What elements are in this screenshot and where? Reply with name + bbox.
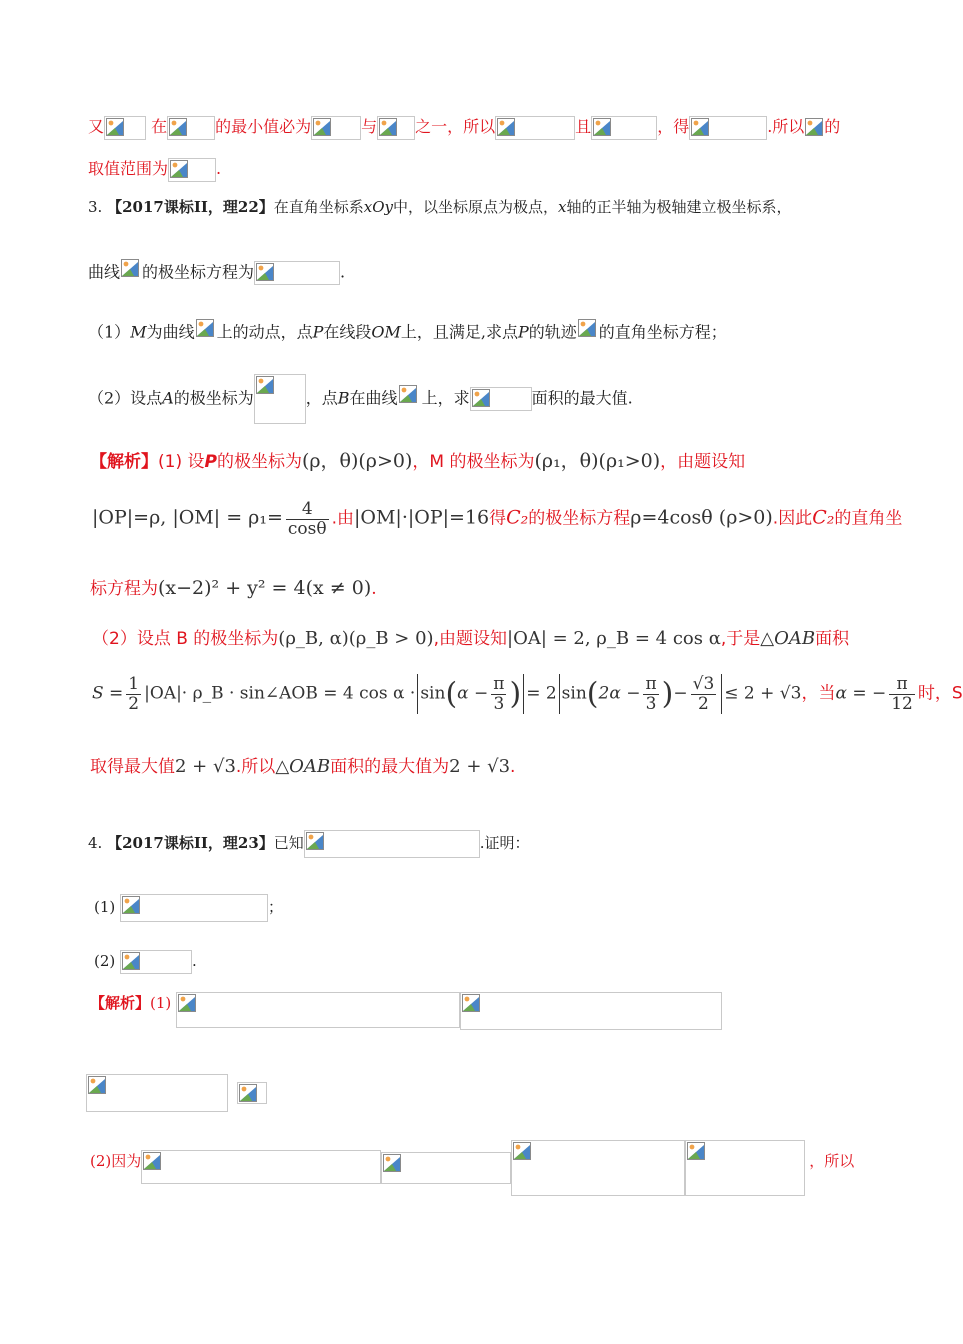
stem-text: 的极坐标为 <box>173 388 254 408</box>
stem-var: OM <box>371 322 401 342</box>
solution-math: |OP|=ρ, |OM| = ρ₁= <box>92 506 283 529</box>
solution-math: |OA| = 2, ρ_B = 4 cos α <box>507 628 721 649</box>
broken-image-icon <box>254 261 340 285</box>
solution-math: (ρ，θ)(ρ>0) <box>301 450 413 472</box>
stem-var: A <box>162 388 174 408</box>
stem-text: . <box>192 952 197 970</box>
broken-image-icon <box>104 116 146 140</box>
broken-image-icon <box>685 1140 805 1196</box>
solution-math: ≤ 2 + √3 <box>724 683 802 704</box>
solution-label: 【解析】 <box>90 994 151 1012</box>
question-number: (1) <box>94 898 116 916</box>
stem-text: 在线段 <box>323 322 372 342</box>
problem-number: 4. <box>88 834 103 852</box>
solution-text: 标方程为 <box>90 579 158 599</box>
solution-4-line-3 <box>90 1140 854 1196</box>
stem-text: .证明： <box>479 834 530 852</box>
fraction <box>889 675 915 713</box>
solution-text: (1) <box>150 994 172 1012</box>
solution-math: C₂ <box>506 506 529 529</box>
stem-text: 面积的最大值. <box>531 388 633 408</box>
broken-image-icon <box>176 992 460 1028</box>
solution-math: 2 + √3 <box>449 756 511 777</box>
stem-var: x <box>558 198 567 216</box>
solution-text: ，所以 <box>809 1152 855 1170</box>
solution-3-line-3 <box>90 574 377 599</box>
intro-text: 取值范围为 <box>88 159 169 178</box>
intro-text: ，得 <box>657 117 690 136</box>
broken-image-icon <box>804 117 824 139</box>
broken-image-icon <box>689 116 767 140</box>
broken-image-icon <box>141 1150 381 1184</box>
solution-3-line-1 <box>90 446 745 473</box>
fraction-denominator: 2 <box>128 693 140 714</box>
solution-text: 得 <box>489 508 507 529</box>
solution-math: (ρ₁，θ)(ρ₁>0) <box>534 450 661 472</box>
stem-text: ； <box>268 898 284 916</box>
intro-text: 又 <box>88 117 105 136</box>
solution-math: α = − <box>835 683 887 704</box>
problem-source: 【2017课标II，理23】 <box>107 834 274 852</box>
fraction <box>491 675 506 713</box>
broken-image-icon <box>577 318 599 348</box>
intro-text: 且 <box>575 117 592 136</box>
intro-text: 在 <box>151 117 168 136</box>
fraction-denominator: 3 <box>493 693 505 714</box>
solution-math: sin <box>420 683 446 704</box>
solution-label: 【解析】 <box>90 452 158 472</box>
solution-4-line-1 <box>90 992 722 1030</box>
solution-text: 的直角坐 <box>834 508 903 529</box>
solution-text: 取得最大值 <box>90 757 175 777</box>
stem-var: xOy <box>363 198 393 216</box>
solution-math: sin <box>561 683 587 704</box>
solution-text: . <box>371 579 377 599</box>
stem-var: P <box>517 322 529 342</box>
problem-4-q2 <box>94 950 197 974</box>
solution-text: （2）设点 B 的极坐标为 <box>92 629 279 649</box>
fraction-numerator: 1 <box>128 673 140 694</box>
intro-text: .所以 <box>767 117 805 136</box>
broken-image-icon <box>377 116 415 140</box>
stem-text: 上，求 <box>421 388 470 408</box>
stem-text: 曲线 <box>88 262 121 282</box>
solution-text: .由 <box>331 508 354 529</box>
stem-text: 在直角坐标系 <box>273 198 364 216</box>
solution-text: ，由题设知 <box>660 452 746 472</box>
solution-math: α − <box>457 683 489 704</box>
fraction-numerator: π <box>889 675 915 695</box>
broken-image-icon <box>495 116 575 140</box>
broken-image-icon <box>120 258 142 288</box>
solution-text: ，当 <box>801 683 836 704</box>
problem-3-q1 <box>88 318 727 348</box>
solution-math: (ρ_B, α)(ρ_B > 0) <box>278 628 434 649</box>
solution-math: C₂ <box>812 506 835 529</box>
solution-3-line-6 <box>90 752 515 777</box>
problem-3-curve <box>88 258 345 288</box>
broken-image-icon <box>120 894 268 922</box>
solution-text: 面积的最大值为 <box>330 757 450 777</box>
fraction-denominator: 2 <box>698 693 709 714</box>
stem-text: 上的动点，点 <box>216 322 313 342</box>
question-number: (2) <box>94 952 116 970</box>
stem-text: 的极坐标方程为 <box>142 262 255 282</box>
stem-text: 已知 <box>273 834 304 852</box>
intro-line-2 <box>88 156 221 182</box>
broken-image-icon <box>168 158 216 182</box>
intro-text: 的 <box>824 117 841 136</box>
solution-text: ,于是 <box>720 629 761 649</box>
broken-image-icon <box>591 116 657 140</box>
solution-text: 面积 <box>815 629 850 649</box>
abs-bar <box>417 674 418 714</box>
broken-image-icon <box>254 374 306 424</box>
problem-4-stem <box>88 830 530 858</box>
solution-math: (x−2)² + y² = 4(x ≠ 0) <box>158 577 372 599</box>
stem-text: 上，且满足,求点 <box>400 322 518 342</box>
problem-number: 3. <box>88 198 103 216</box>
abs-bar <box>559 674 560 714</box>
fraction <box>286 500 329 538</box>
solution-text: 的极坐标为 <box>216 452 302 472</box>
intro-text: 与 <box>361 117 378 136</box>
intro-text: 的最小值必为 <box>215 117 312 136</box>
fraction-numerator: π <box>493 673 505 694</box>
stem-var: M <box>130 322 147 342</box>
broken-image-icon <box>120 950 192 974</box>
broken-image-icon <box>195 318 217 348</box>
stem-text: ，点 <box>305 388 338 408</box>
solution-math: 2 + √3 <box>175 756 236 777</box>
solution-text: ，M 的极坐标为 <box>412 452 535 472</box>
solution-text: 时，S <box>917 683 963 704</box>
broken-image-icon <box>167 116 215 140</box>
solution-math: ρ=4cosθ (ρ>0) <box>630 506 773 529</box>
stem-text: 的轨迹 <box>528 322 577 342</box>
broken-image-icon <box>470 387 532 411</box>
broken-image-icon <box>381 1152 511 1184</box>
fraction <box>126 675 141 713</box>
broken-image-icon <box>398 384 422 414</box>
fraction-numerator: 4 <box>286 500 329 520</box>
stem-text: 在曲线 <box>349 388 398 408</box>
fraction-denominator: cosθ <box>287 518 327 539</box>
broken-image-icon <box>311 116 361 140</box>
solution-3-line-2 <box>92 500 902 538</box>
solution-math: |OM|·|OP|=16 <box>354 506 490 529</box>
solution-4-line-2 <box>86 1074 267 1112</box>
solution-text: (2)因为 <box>90 1152 142 1170</box>
fraction-denominator: 3 <box>645 693 657 714</box>
fraction <box>691 675 717 713</box>
fraction <box>643 675 658 713</box>
stem-var: B <box>337 388 350 408</box>
solution-math: △OAB <box>760 628 816 649</box>
abs-bar <box>523 674 524 714</box>
stem-text: . <box>340 262 346 282</box>
stem-var: P <box>312 322 324 342</box>
solution-math: 2α − <box>598 683 641 704</box>
solution-math: S = <box>92 683 124 704</box>
solution-text: .因此 <box>772 508 813 529</box>
stem-text: 中，以坐标原点为极点， <box>393 198 559 216</box>
question-number: （1） <box>88 322 131 342</box>
solution-3-line-5: S = $\frac{1}{2}$ |OA|· ρ_B · sin∠AOB = 4 cos α · sin(α − $\frac{\pi}{3}$ ) = 2 sin(2α − $\frac{\pi}{3}$ )− $\frac{√3}{2}$ ≤ 2 + √3，当α = − $\frac{\pi}{12}$ 时，S <box>92 673 963 714</box>
stem-text: 轴的正半轴为极轴建立极坐标系， <box>566 198 792 216</box>
solution-3-line-4 <box>92 624 849 649</box>
solution-var: P <box>204 452 217 472</box>
broken-image-icon <box>304 830 480 858</box>
abs-bar <box>721 674 722 714</box>
problem-3-q2 <box>88 374 633 424</box>
fraction-denominator: 12 <box>891 693 913 714</box>
problem-source: 【2017课标II，理22】 <box>107 198 274 216</box>
solution-text: . <box>510 757 516 777</box>
stem-text: （2）设点 <box>88 388 163 408</box>
problem-3-stem <box>88 196 792 217</box>
fraction-numerator: π <box>645 673 657 694</box>
problem-4-q1 <box>94 894 283 922</box>
broken-image-icon <box>237 1082 267 1104</box>
solution-math: = 2 <box>526 683 557 704</box>
solution-text: (1) 设 <box>158 452 205 472</box>
fraction-numerator: √3 <box>692 673 715 694</box>
solution-math: △OAB <box>275 756 331 777</box>
intro-text: 之一，所以 <box>415 117 496 136</box>
stem-text: 的直角坐标方程； <box>598 322 727 342</box>
intro-text: . <box>216 159 222 178</box>
solution-text: ,由题设知 <box>433 629 507 649</box>
broken-image-icon <box>511 1140 685 1196</box>
solution-text: .所以 <box>235 757 276 777</box>
stem-text: 为曲线 <box>146 322 195 342</box>
solution-math: − <box>673 683 688 704</box>
intro-line-1 <box>88 114 840 140</box>
broken-image-icon <box>86 1074 228 1112</box>
solution-text: 的极坐标方程 <box>528 508 631 529</box>
solution-math: |OA|· ρ_B · sin∠AOB = 4 cos α · <box>144 683 416 704</box>
broken-image-icon <box>460 992 722 1030</box>
